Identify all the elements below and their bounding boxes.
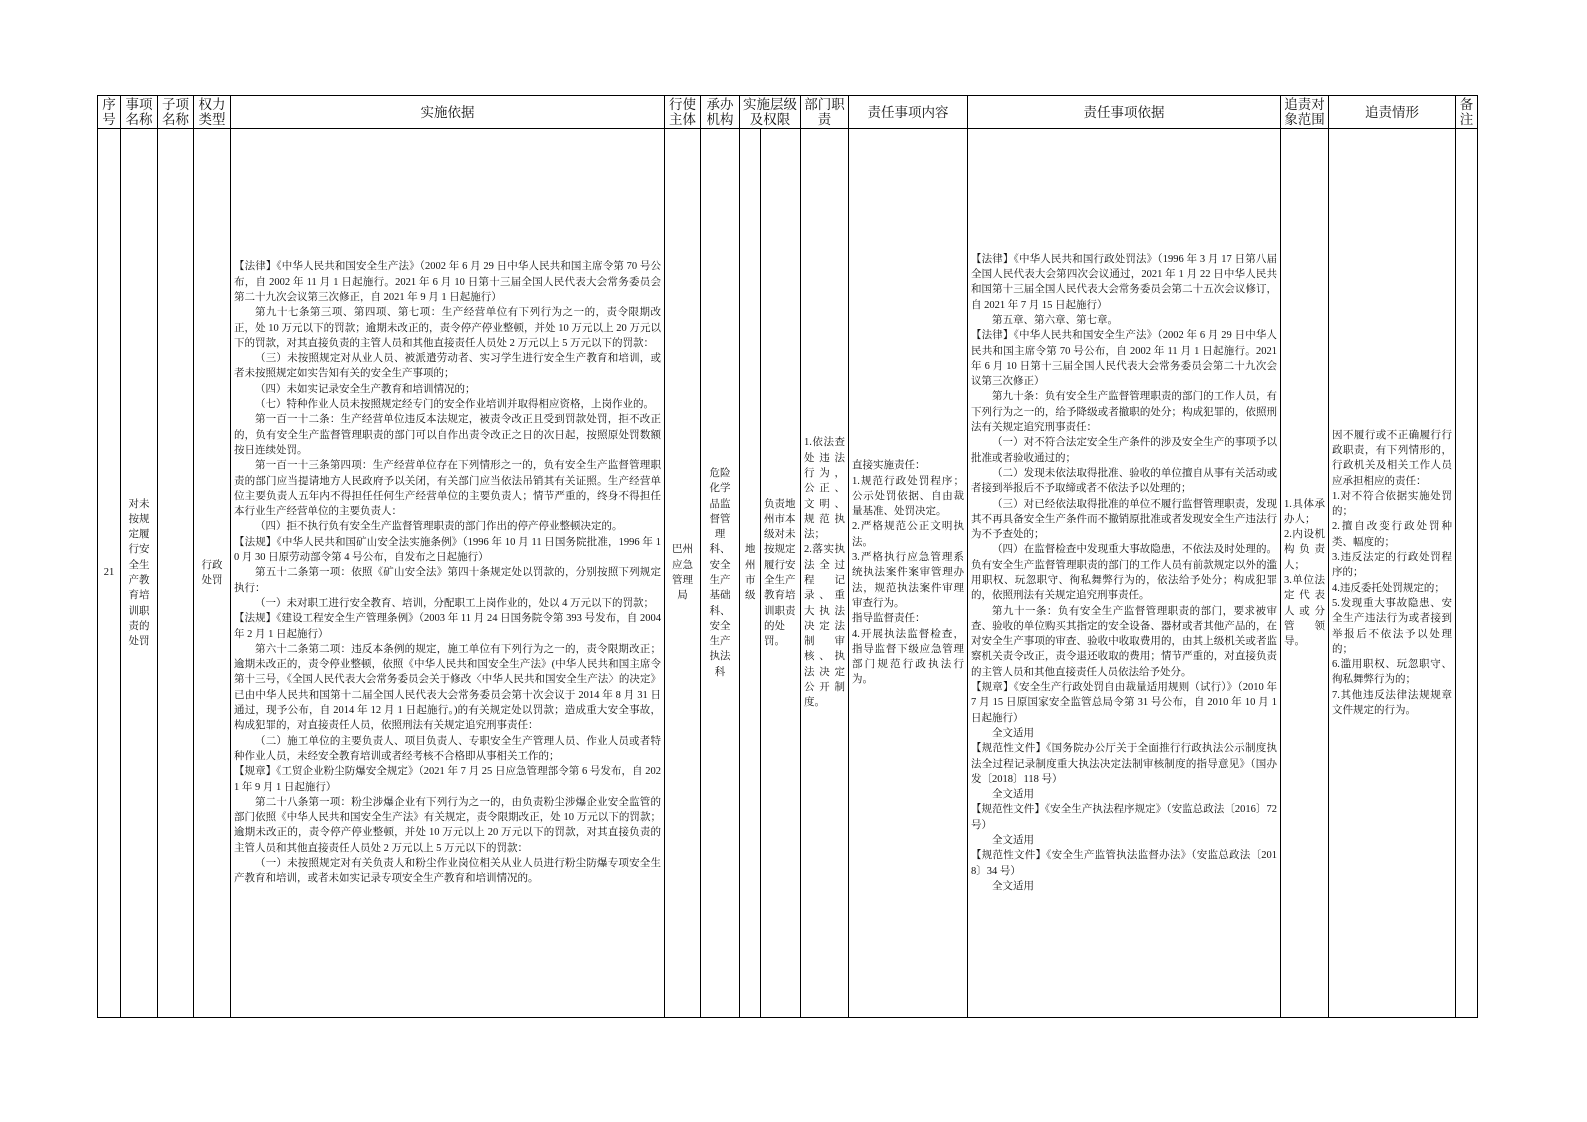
header-remark: 备注 [1456,96,1478,129]
header-seq: 序号 [98,96,121,129]
cell-account-case [1329,129,1456,1018]
paragraph: 3.单位法定代表人或分管领导。 [1284,575,1325,648]
paragraph: 1.规范行政处罚程序；公示处罚依据、自由裁量基准、处罚决定。 [852,475,964,518]
cell-power-type: 行政处罚 [194,129,231,1018]
paragraph: 第六十二条第二项：违反本条例的规定，施工单位有下列行为之一的，责令限期改正；逾期未改正的，责令停业整顿，依照《中华人民共和国安全生产法》(中华人民共和国主席令 第十三号，《全国人民代表大会常务委员会关于修改〈中华人民共和国安全生产法〉的决定》已由中华人民共和国第十二届全国人民代表大会常务委员会第十次会议于 2014 年 8 月 31 日通过，现予公布，自 2014 年 12 月 1 日起施行。)的有关规定处以罚款；造成重大安全事故，构成犯罪的，对直接责任人员，依照刑法有关规定追究刑事责任： [234,643,661,732]
header-duty: 部门职责 [801,96,849,129]
header-subject: 行使主体 [665,96,701,129]
responsibility-table [97,95,1478,1018]
paragraph: 2.落实执法全过程记录、重大执法决定法制审核、执法决定公开制度。 [804,544,845,709]
header-account-scope: 追责对象范围 [1281,96,1329,129]
paragraph: 5.发现重大事故隐患、安全生产违法行为或者接到举报后不依法予以处理的； [1332,597,1452,655]
cell-sub-name [158,129,194,1018]
header-handler: 承办机构 [701,96,740,129]
paragraph: 【法规】《建设工程安全生产管理条例》（2003 年 11 月 24 日国务院令第 393 号发布，自 2004 年 2 月 1 日起施行） [234,613,661,640]
cell-resp-basis [968,129,1281,1018]
header-account-case: 追责情形 [1329,96,1456,129]
paragraph: 4.违反委托处罚规定的； [1332,582,1445,594]
cell-duty [801,129,849,1018]
paragraph: （二）施工单位的主要负责人、项目负责人、专职安全生产管理人员、作业人员或者特种作业人员，未经安全教育培训或者经考核不合格即从事相关工作的； [234,735,661,762]
paragraph: 第九十条：负有安全生产监督管理职责的部门的工作人员，有下列行为之一的，给予降级或者撤职的处分；构成犯罪的，依照刑法有关规定追究刑事责任： [971,391,1277,434]
header-resp-content: 责任事项内容 [849,96,968,129]
paragraph: （三）对已经依法取得批准的单位不履行监督管理职责，发现其不再具备安全生产条件而不撤销原批准或者发现安全生产违法行为不予查处的； [971,498,1277,541]
paragraph: 【规范性文件】《国务院办公厅关于全面推行行政执法公示制度执法全过程记录制度重大执法决定法制审核制度的指导意见》（国办发〔2018〕118 号） [971,743,1277,785]
cell-level: 地州市级 [740,129,761,1018]
paragraph: 全文适用 [992,789,1034,801]
paragraph: 第九十七条第三项、第四项、第七项：生产经营单位有下列行为之一的，责令限期改正，处 10 万元以下的罚款；逾期未改正的，责令停产停业整顿，并处 10 万元以上 20 万元以下的罚款，对其直接负责的主管人员和其他直接责任人员处 2 万元以上 5 万元以下的罚款： [234,307,661,349]
paragraph: 第一百一十三条第四项：生产经营单位存在下列情形之一的，负有安全生产监督管理职责的部门应当提请地方人民政府予以关闭，有关部门应当依法吊销其有关证照。生产经营单位主要负责人五年内不得担任任何生产经营单位的主要负责人；情节严重的，终身不得担任本行业生产经营单位的主要负责人： [234,460,661,518]
paragraph: 第一百一十二条：生产经营单位违反本法规定，被责令改正且受到罚款处罚，拒不改正的，负有安全生产监督管理职责的部门可以自作出责令改正之日的次日起，按照原处罚数额按日连续处罚。 [234,414,661,456]
paragraph: 【法律】《中华人民共和国行政处罚法》（1996 年 3 月 17 日第八届全国人民代表大会第四次会议通过，2021 年 1 月 22 日中华人民共和国第十三届全国人民代表大会常务委员会第二十五次会议修订，自 2021 年 7 月 15 日起施行） [971,253,1277,311]
paragraph: 【法律】《中华人民共和国安全生产法》（2002 年 6 月 29 日中华人民共和国主席令第 70 号公布，自 2002 年 11 月 1 日起施行。2021 年 6 月 10 日第十三届全国人民代表大会常务委员会第二十九次会议第三次修正，自 2021 年 9 月 1 日起施行） [234,261,661,303]
cell-resp-content [849,129,968,1018]
paragraph: 2.严格规范公正文明执法。 [852,521,964,548]
paragraph: （四）未如实记录安全生产教育和培训情况的； [255,383,476,395]
paragraph: 1.具体承办人； [1284,498,1325,525]
header-basis: 实施依据 [231,96,665,129]
paragraph: 【规章】《安全生产行政处罚自由裁量适用规则（试行）》（2010 年 7 月 15 日原国家安全监管总局令第 31 号公布，自 2010 年 10 月 1 日起施行） [971,682,1277,724]
paragraph: 第二十八条第一项：粉尘涉爆企业有下列行为之一的，由负责粉尘涉爆企业安全监管的部门依照《中华人民共和国安全生产法》有关规定，责令限期改正，处 10 万元以下的罚款；逾期未改正的，责令停产停业整顿，并处 10 万元以上 20 万元以下的罚款，对其直接负责的主管人员和其他直接责任人员处 2 万元以上 5 万元以下的罚款： [234,796,661,854]
paragraph: 第五章、第六章、第七章。 [992,314,1118,326]
paragraph: （四）在监督检查中发现重大事故隐患，不依法及时处理的。负有安全生产监督管理职责的部门的工作人员有前款规定以外的滥用职权、玩忽职守、徇私舞弊行为的，依法给予处分；构成犯罪的，依照刑法有关规定追究刑事责任。 [971,544,1277,602]
paragraph: 全文适用 [992,835,1034,847]
paragraph: 指导监督责任： [852,613,926,625]
paragraph: 1.对不符合依据实施处罚的； [1332,490,1452,518]
cell-seq: 21 [98,129,121,1018]
table-row [98,129,1478,1018]
paragraph: （七）特种作业人员未按照规定经专门的安全作业培训并取得相应资格，上岗作业的。 [255,399,654,411]
paragraph: 2.内设机构负责人； [1284,529,1325,571]
paragraph: 直接实施责任： [852,460,926,472]
paragraph: 【规范性文件】《安全生产监管执法监督办法》（安监总政法〔2018〕34 号） [971,850,1277,877]
paragraph: 【法规】《中华人民共和国矿山安全法实施条例》（1996 年 10 月 11 日国务院批准，1996 年 10 月 30 日原劳动部令第 4 号公布，自发布之日起施行） [234,536,661,564]
paragraph: 第五十二条第一项：依照《矿山安全法》第四十条规定处以罚款的，分别按照下列规定执行： [234,567,661,594]
header-item-name: 事项名称 [121,96,158,129]
paragraph: 1.依法查处违法行为，公正、文明、规范执法； [804,437,845,541]
paragraph: （三）未按照规定对从业人员、被派遣劳动者、实习学生进行安全生产教育和培训，或者未按照规定如实告知有关的安全生产事项的； [234,353,661,380]
paragraph: 全文适用 [992,727,1034,739]
cell-remark [1456,129,1478,1018]
paragraph: （一）未按照规定对有关负责人和粉尘作业岗位相关从业人员进行粉尘防爆专项安全生产教育和培训，或者未如实记录专项安全生产教育和培训情况的。 [234,857,661,885]
header-level: 实施层级及权限 [740,96,801,129]
paragraph: 因不履行或不正确履行行政职责，有下列情形的，行政机关及相关工作人员应承担相应的责任： [1332,429,1452,487]
cell-basis [231,129,665,1018]
paragraph: （四）拒不执行负有安全生产监督管理职责的部门作出的停产停业整顿决定的。 [255,521,623,533]
header-power-type: 权力类型 [194,96,231,129]
header-resp-basis: 责任事项依据 [968,96,1281,129]
cell-handler: 危险化学品监督管理科、安全生产基础科、安全生产执法科 [701,129,740,1018]
paragraph: 【规范性文件】《安全生产执法程序规定》（安监总政法〔2016〕72 号） [971,804,1277,831]
paragraph: 7.其他违反法律法规规章文件规定的行为。 [1332,689,1452,717]
paragraph: 6.滥用职权、玩忽职守、徇私舞弊行为的； [1332,659,1452,686]
header-row [98,96,1478,129]
cell-account-scope [1281,129,1329,1018]
paragraph: （二）发现未依法取得批准、验收的单位擅自从事有关活动或者接到举报后不予取缔或者不依法予以处理的； [971,467,1277,495]
paragraph: （一）未对职工进行安全教育、培训，分配职工上岗作业的，处以 4 万元以下的罚款； [255,597,654,609]
paragraph: 第九十一条：负有安全生产监督管理职责的部门，要求被审查、验收的单位购买其指定的安全设备、器材或者其他产品的，在对安全生产事项的审查、验收中收取费用的，由其上级机关或者监察机关责令改正，责令退还收取的费用；情节严重的，对直接负责的主管人员和其他直接责任人员依法给予处分。 [971,605,1277,678]
paragraph: 2.擅自改变行政处罚种类、幅度的； [1332,521,1452,548]
cell-subject: 巴州应急管理局 [665,129,701,1018]
paragraph: 3.严格执行应急管理系统执法案件案审管理办法，规范执法案件审理审查行为。 [852,552,964,609]
cell-item-name: 对未按规定履行安全生产教育培训职责的处罚 [121,129,158,1018]
paragraph: 全文适用 [992,880,1034,892]
cell-authority: 负责地州市本级对未按规定履行安全生产教育培训职责的处罚。 [761,129,801,1018]
paragraph: 【法律】《中华人民共和国安全生产法》（2002 年 6 月 29 日中华人民共和国主席令第 70 号公布，自 2002 年 11 月 1 日起施行。2021 年 6 月 10 日第十三届全国人民代表大会常务委员会第二十九次会议第三次修正） [971,330,1277,388]
paragraph: 4.开展执法监督检查，指导监督下级应急管理部门规范行政执法行为。 [852,628,964,686]
header-sub-name: 子项名称 [158,96,194,129]
paragraph: 【规章】《工贸企业粉尘防爆安全规定》（2021 年 7 月 25 日应急管理部令第 6 号发布，自 2021 年 9 月 1 日起施行） [234,766,661,793]
paragraph: 3.违反法定的行政处罚程序的； [1332,552,1452,579]
paragraph: （一）对不符合法定安全生产条件的涉及安全生产的事项予以批准或者验收通过的； [971,437,1277,464]
